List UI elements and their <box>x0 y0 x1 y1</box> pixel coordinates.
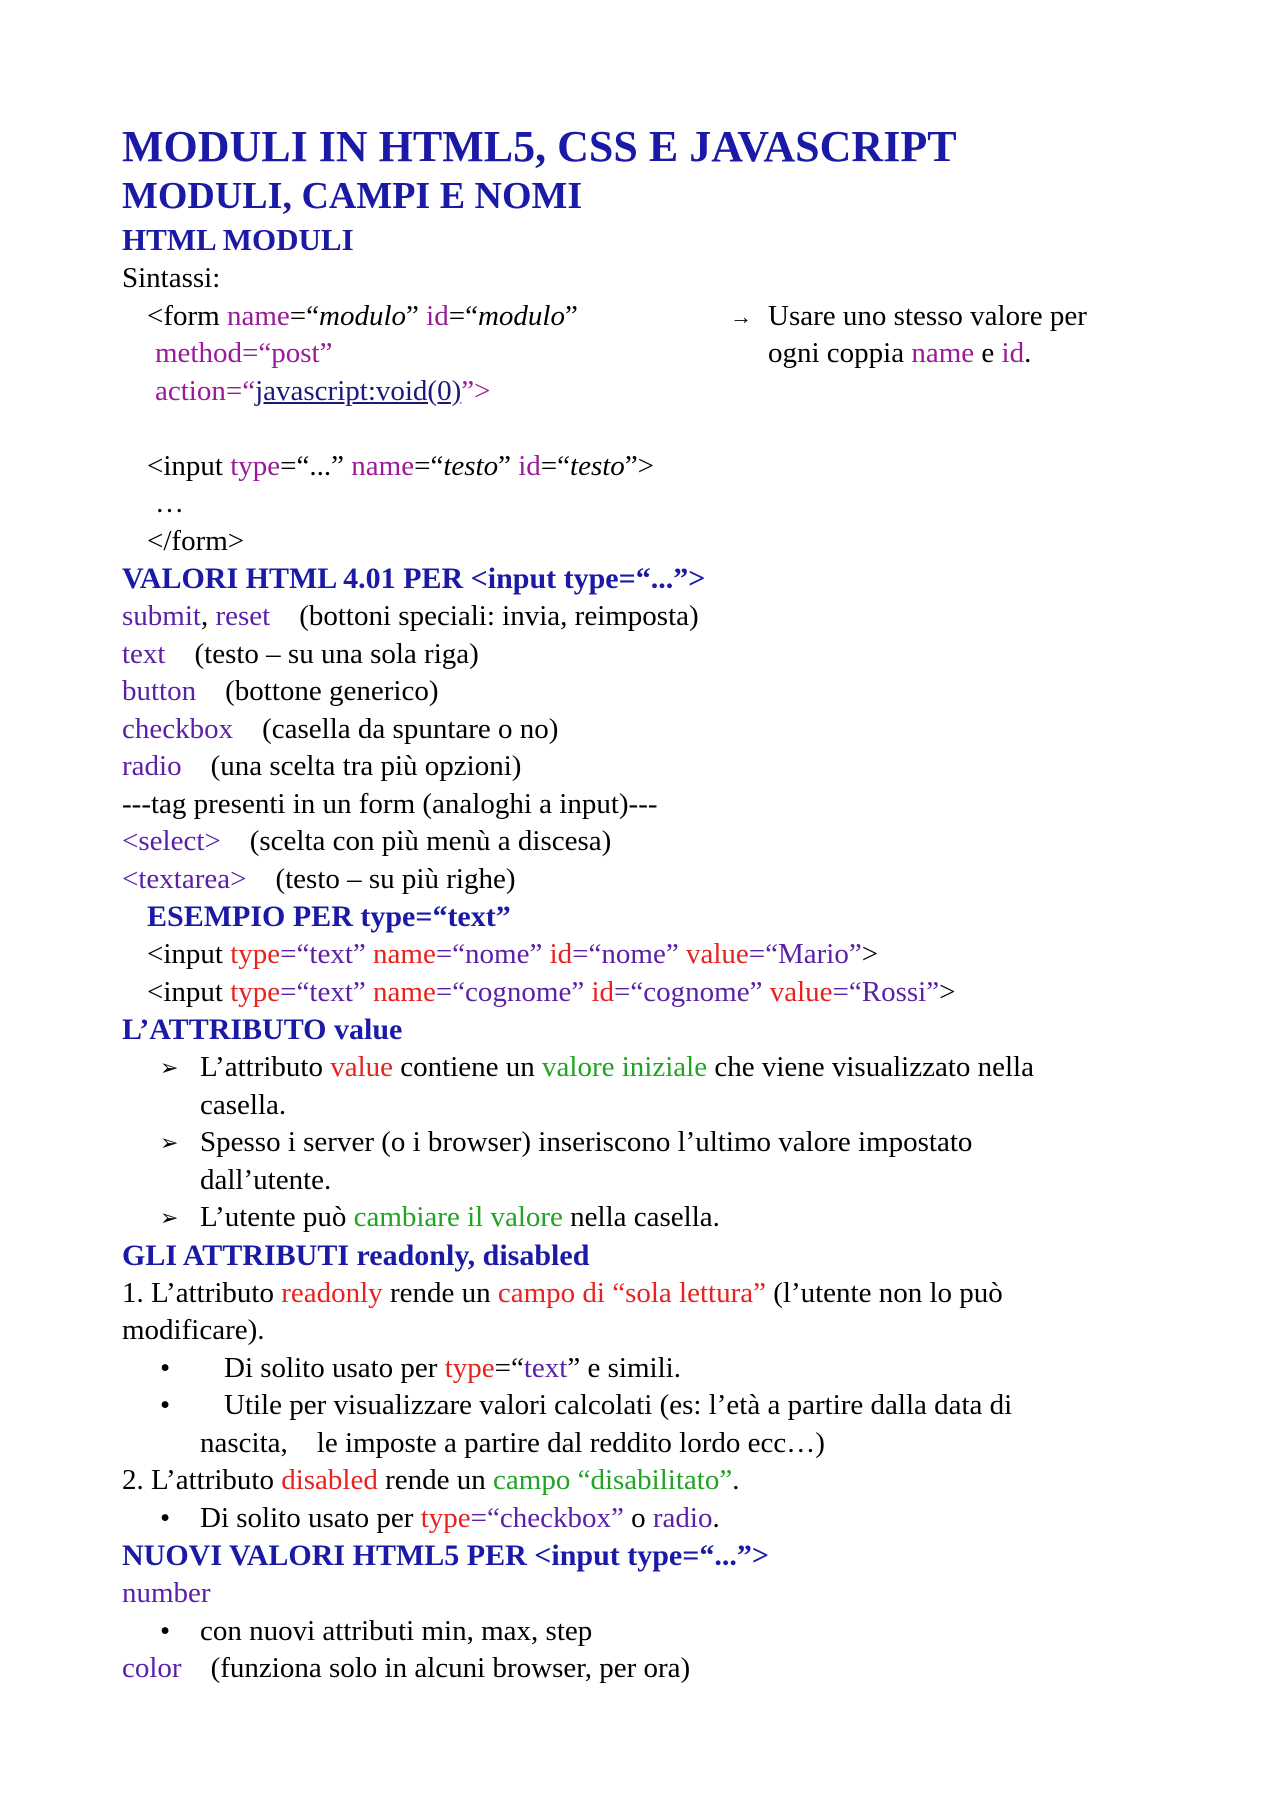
code-attr: name <box>373 975 436 1008</box>
code-value: testo <box>570 449 625 482</box>
bullet-text: con nuovi attributi min, max, step <box>200 1614 593 1647</box>
highlight-red: value <box>330 1051 394 1083</box>
type-description: (bottoni speciali: invia, reimposta) <box>270 600 699 632</box>
code-text: <form <box>147 299 227 332</box>
tag-description: (testo – su più righe) <box>246 862 516 895</box>
type-row <box>122 673 1182 711</box>
code-attr: name <box>373 938 436 970</box>
type-number: number <box>122 1577 211 1609</box>
code-text: =“ <box>540 449 571 482</box>
code-form-close: </form> <box>147 524 245 557</box>
separator: , <box>200 600 216 632</box>
note-line-1: Usare uno stesso valore per <box>768 299 1087 332</box>
code-attr: name <box>351 449 415 482</box>
arrow-bullet-icon: ➢ <box>160 1055 179 1080</box>
code-text: ”> <box>461 374 491 407</box>
arrow-bullet-icon: ➢ <box>160 1130 179 1155</box>
type-keyword: button <box>122 675 197 707</box>
code-value: =“nome” <box>572 938 686 970</box>
code-value: =“Mario” <box>748 938 862 970</box>
code-text: ” <box>406 299 427 332</box>
type-row <box>122 598 1182 636</box>
code-value: testo <box>443 449 499 482</box>
sintassi-label: Sintassi: <box>122 262 221 294</box>
dot-bullet-icon: • <box>160 1389 171 1421</box>
code-attr: type <box>230 938 281 970</box>
dot-bullet-icon: • <box>160 1501 171 1534</box>
highlight-red: readonly <box>281 1276 383 1309</box>
highlight-red: type <box>420 1501 471 1534</box>
code-form-action <box>122 373 1182 411</box>
code-attr: id <box>518 449 541 482</box>
type-keyword: checkbox <box>122 712 234 745</box>
code-attr: id <box>549 938 573 970</box>
code-text: ”> <box>624 449 655 482</box>
bullet-item <box>122 1199 1182 1237</box>
type-row <box>122 711 1182 749</box>
heading-attributo-value: L’ATTRIBUTO value <box>122 1013 403 1046</box>
highlight-red: type <box>444 1351 495 1384</box>
type-row <box>122 1650 1182 1688</box>
dot-bullet-icon: • <box>160 1351 171 1384</box>
example-input-cognome <box>122 974 1182 1012</box>
tag-keyword: <select> <box>122 825 221 857</box>
code-text: ” <box>498 449 519 482</box>
document-page <box>122 122 1182 1688</box>
code-value: =“cognome” <box>435 975 592 1008</box>
code-text: <input <box>147 938 231 970</box>
bullet-continuation: casella. <box>200 1088 287 1121</box>
code-attr: action <box>155 374 226 407</box>
heading-esempio: ESEMPIO PER type=“text” <box>147 900 511 933</box>
type-keyword: reset <box>215 600 271 632</box>
type-description: (funziona solo in alcuni browser, per ora) <box>181 1652 691 1684</box>
highlight-violet: =“checkbox” <box>470 1501 624 1534</box>
code-value: =“cognome” <box>614 975 770 1008</box>
code-text: ” <box>564 299 578 332</box>
tag-row <box>122 823 1182 861</box>
code-text: =“ <box>225 374 256 407</box>
highlight-green: campo “disabilitato” <box>493 1464 733 1496</box>
bullet-text: Di solito usato per <box>200 1501 421 1534</box>
tag-row <box>122 861 1182 899</box>
paragraph-text: rende un <box>377 1464 494 1496</box>
bullet-text: e simili. <box>580 1351 681 1384</box>
code-input <box>122 448 1182 486</box>
code-attr: id <box>426 299 449 332</box>
dot-bullet-icon: • <box>160 1614 171 1647</box>
bullet-continuation: dall’utente. <box>200 1163 332 1196</box>
type-keyword: radio <box>122 750 182 782</box>
highlight-red: disabled <box>281 1464 378 1496</box>
code-value: =“Rossi” <box>832 975 940 1008</box>
highlight-violet: radio <box>652 1501 713 1534</box>
bullet-text: nascita, le imposte a partire dal reddito lordo ecc…) <box>200 1426 825 1459</box>
code-form-open <box>122 298 1182 336</box>
type-keyword: submit <box>122 600 201 632</box>
bullet-item <box>122 1350 1182 1388</box>
highlight-red: campo di “sola lettura” <box>497 1276 766 1309</box>
bullet-item <box>122 1049 1182 1087</box>
bullet-text: . <box>712 1501 720 1534</box>
heading-html5-values: NUOVI VALORI HTML5 PER <input type=“...”> <box>122 1539 769 1572</box>
highlight-green: valore iniziale <box>542 1051 708 1083</box>
paragraph-text: 2. L’attributo <box>122 1464 282 1496</box>
code-attr: method <box>155 337 242 369</box>
paragraph-text: (l’utente non lo può <box>765 1276 1003 1309</box>
code-attr: type <box>230 449 281 482</box>
note-line-2 <box>768 335 1031 373</box>
code-value: =“text” <box>280 975 374 1008</box>
code-text: > <box>861 938 879 970</box>
code-text: =“ <box>448 299 478 332</box>
paragraph-text: 1. L’attributo <box>122 1276 282 1309</box>
code-attr: type <box>230 975 281 1008</box>
paragraph-readonly <box>122 1275 1182 1313</box>
bullet-text: che viene visualizzato nella <box>707 1051 1034 1083</box>
code-text: =“ <box>289 299 320 332</box>
note-text: . <box>1024 337 1032 369</box>
type-keyword: text <box>122 637 166 670</box>
bullet-text: =“ <box>494 1351 524 1384</box>
bullet-item <box>122 1500 1182 1538</box>
code-text: =“...” <box>280 449 352 482</box>
highlight-green: cambiare il valore <box>353 1201 563 1233</box>
code-ellipsis: … <box>155 487 184 519</box>
code-text: =“ <box>414 449 444 482</box>
paragraph-text: rende un <box>382 1276 498 1309</box>
note-text: ogni coppia <box>768 337 912 369</box>
code-value: modulo <box>319 299 407 332</box>
page-subtitle: MODULI, CAMPI E NOMI <box>122 175 583 217</box>
heading-html-moduli: HTML MODULI <box>122 222 354 257</box>
arrow-icon: → <box>730 303 752 329</box>
bullet-item <box>122 1613 1182 1651</box>
bullet-text: Spesso i server (o i browser) inseriscono l’ultimo valore impostato <box>200 1126 973 1158</box>
bullet-text: Di solito usato per <box>224 1351 445 1384</box>
blank-line <box>122 410 1182 448</box>
code-text: <input <box>147 975 231 1008</box>
page-title: MODULI IN HTML5, CSS E JAVASCRIPT <box>122 122 957 171</box>
bullet-item <box>122 1124 1182 1162</box>
type-description: (una scelta tra più opzioni) <box>181 750 522 782</box>
tag-divider: ---tag presenti in un form (analoghi a input)--- <box>122 787 658 820</box>
bullet-item <box>122 1387 1182 1425</box>
code-attr: id <box>591 975 615 1008</box>
tag-keyword: <textarea> <box>122 862 247 895</box>
code-value: modulo <box>477 299 565 332</box>
bullet-text: contiene un <box>393 1051 543 1083</box>
paragraph-disabled <box>122 1462 1182 1500</box>
note-attr: name <box>911 337 975 369</box>
paragraph-text: . <box>732 1464 740 1496</box>
type-row <box>122 636 1182 674</box>
bullet-continuation <box>122 1425 1182 1463</box>
type-description: (casella da spuntare o no) <box>233 712 559 745</box>
code-value: =“text” <box>280 938 374 970</box>
note-attr: id <box>1001 337 1025 369</box>
note-text: e <box>974 337 1002 369</box>
code-value: =“post” <box>242 337 333 369</box>
tag-description: (scelta con più menù a discesa) <box>220 825 612 857</box>
paragraph-continuation: modificare). <box>122 1314 265 1346</box>
heading-readonly-disabled: GLI ATTRIBUTI readonly, disabled <box>122 1238 590 1272</box>
bullet-text: Utile per visualizzare valori calcolati (es: l’età a partire dalla data di <box>224 1389 1013 1421</box>
code-text: > <box>939 975 956 1008</box>
code-attr: value <box>685 938 749 970</box>
code-text: <input <box>147 449 231 482</box>
example-input-nome <box>122 936 1182 974</box>
highlight-violet: text <box>523 1351 568 1384</box>
type-row <box>122 748 1182 786</box>
heading-valori-401: VALORI HTML 4.01 PER <input type=“...”> <box>122 562 706 595</box>
type-description: (bottone generico) <box>196 675 439 707</box>
bullet-text: o <box>623 1501 653 1534</box>
bullet-text: nella casella. <box>562 1201 720 1233</box>
bullet-text: L’utente può <box>200 1201 354 1233</box>
code-form-method <box>122 335 1182 373</box>
type-keyword: color <box>122 1652 182 1684</box>
bullet-text: L’attributo <box>200 1051 331 1083</box>
code-value: =“nome” <box>435 938 550 970</box>
type-description: (testo – su una sola riga) <box>165 637 479 670</box>
code-attr: name <box>226 299 290 332</box>
bullet-text: ” <box>567 1351 581 1384</box>
arrow-bullet-icon: ➢ <box>160 1205 179 1230</box>
javascript-void-link[interactable]: javascript:void(0) <box>255 374 462 407</box>
code-attr: value <box>769 975 833 1008</box>
